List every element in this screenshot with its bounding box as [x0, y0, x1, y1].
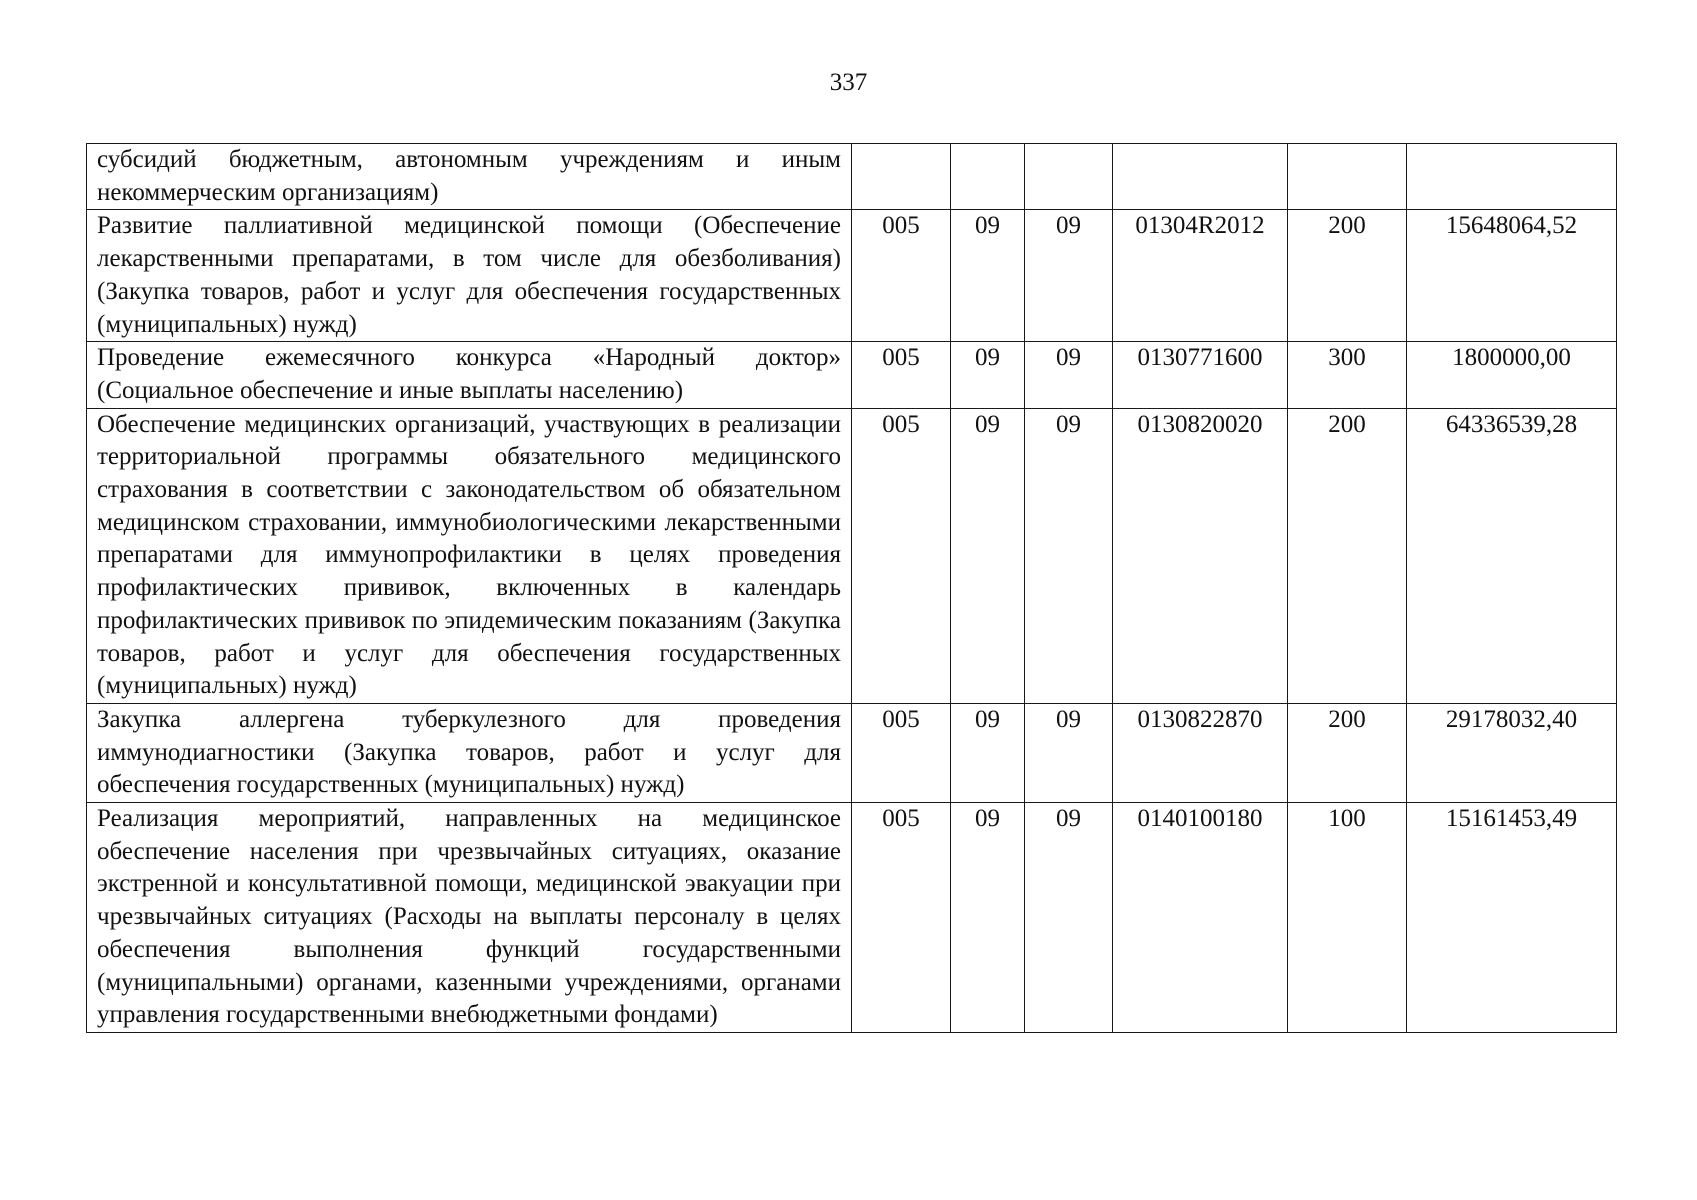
- row-description: Обеспечение медицинских организаций, участвующих в реализации территориальной программы обязательного медицинского страхования в соответствии с законодательством об обязательном медицинском страховании, иммунобиологическими лекарственными препаратами для иммунопрофилактики в целях проведения профилактических прививок, включенных в календарь профилактических прививок по эпидемическим показаниям (Закупка товаров, работ и услуг для обеспечения государственных (муниципальных) нужд): [87, 408, 852, 703]
- target-code: 01304R2012: [1113, 210, 1288, 342]
- amount: 64336539,28: [1407, 408, 1617, 703]
- admin-code: 005: [852, 210, 951, 342]
- admin-code: 005: [852, 703, 951, 802]
- table-row: [87, 703, 1617, 802]
- subsection-code: [1025, 144, 1113, 210]
- target-code: 0130820020: [1113, 408, 1288, 703]
- section-code: 09: [951, 803, 1025, 1033]
- expense-type-code: 200: [1288, 408, 1407, 703]
- table-row: [87, 144, 1617, 210]
- target-code: 0140100180: [1113, 803, 1288, 1033]
- amount: 29178032,40: [1407, 703, 1617, 802]
- expense-type-code: 200: [1288, 210, 1407, 342]
- target-code: 0130822870: [1113, 703, 1288, 802]
- amount: 15648064,52: [1407, 210, 1617, 342]
- target-code: 0130771600: [1113, 342, 1288, 408]
- admin-code: 005: [852, 408, 951, 703]
- expense-type-code: 100: [1288, 803, 1407, 1033]
- admin-code: [852, 144, 951, 210]
- row-description: Развитие паллиативной медицинской помощи (Обеспечение лекарственными препаратами, в том числе для обезболивания) (Закупка товаров, работ и услуг для обеспечения государственных (муниципальных) нужд): [87, 210, 852, 342]
- table-row: [87, 210, 1617, 342]
- row-description: субсидий бюджетным, автономным учреждениям и иным некоммерческим организациям): [87, 144, 852, 210]
- table-row: [87, 803, 1617, 1033]
- admin-code: 005: [852, 342, 951, 408]
- target-code: [1113, 144, 1288, 210]
- budget-table: [86, 143, 1617, 1033]
- table-row: [87, 342, 1617, 408]
- expense-type-code: 300: [1288, 342, 1407, 408]
- admin-code: 005: [852, 803, 951, 1033]
- section-code: [951, 144, 1025, 210]
- page-number: 337: [829, 69, 868, 96]
- section-code: 09: [951, 408, 1025, 703]
- amount: [1407, 144, 1617, 210]
- row-description: Закупка аллергена туберкулезного для проведения иммунодиагностики (Закупка товаров, работ и услуг для обеспечения государственных (муниципальных) нужд): [87, 703, 852, 802]
- row-description: Реализация мероприятий, направленных на медицинское обеспечение населения при чрезвычайных ситуациях, оказание экстренной и консультативной помощи, медицинской эвакуации при чрезвычайных ситуациях (Расходы на выплаты персоналу в целях обеспечения выполнения функций государственными (муниципальными) органами, казенными учреждениями, органами управления государственными внебюджетными фондами): [87, 803, 852, 1033]
- section-code: 09: [951, 210, 1025, 342]
- expense-type-code: [1288, 144, 1407, 210]
- row-description: Проведение ежемесячного конкурса «Народный доктор» (Социальное обеспечение и иные выплаты населению): [87, 342, 852, 408]
- section-code: 09: [951, 342, 1025, 408]
- subsection-code: 09: [1025, 210, 1113, 342]
- subsection-code: 09: [1025, 342, 1113, 408]
- table-row: [87, 408, 1617, 703]
- subsection-code: 09: [1025, 408, 1113, 703]
- subsection-code: 09: [1025, 703, 1113, 802]
- section-code: 09: [951, 703, 1025, 802]
- amount: 1800000,00: [1407, 342, 1617, 408]
- expense-type-code: 200: [1288, 703, 1407, 802]
- subsection-code: 09: [1025, 803, 1113, 1033]
- amount: 15161453,49: [1407, 803, 1617, 1033]
